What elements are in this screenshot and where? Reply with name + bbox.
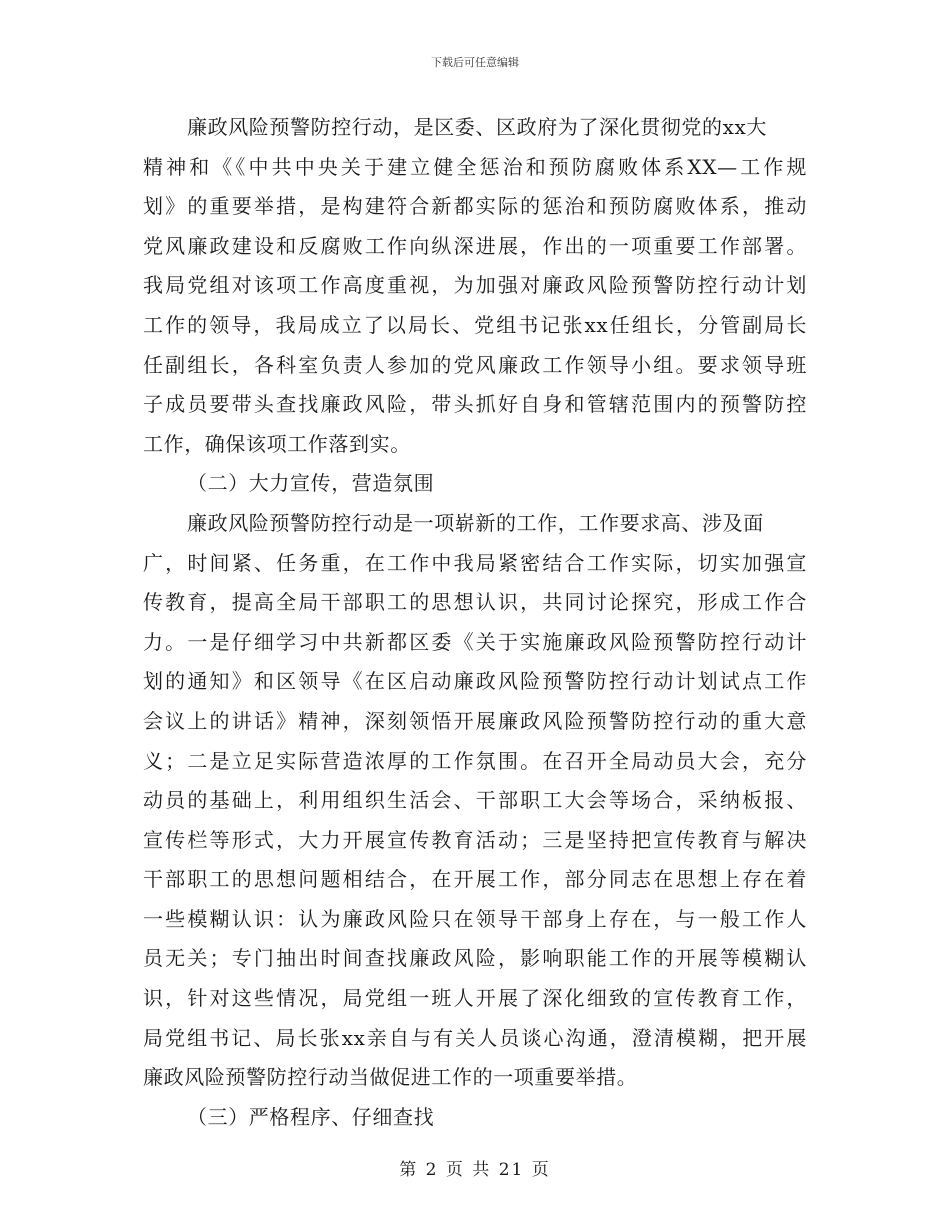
section-heading: （二）大力宣传，营造氛围 [187,471,435,496]
paragraph-line: 广，时间紧、任务重，在工作中我局紧密结合工作实际，切实加强宣 [143,550,807,575]
paragraph-line: 员无关；专门抽出时间查找廉政风险，影响职能工作的开展等模糊认 [143,946,807,971]
section-heading: （三）严格程序、仔细查找 [187,1104,435,1129]
paragraph-line: 动员的基础上，利用组织生活会、干部职工大会等场合，采纳板报、 [143,788,807,813]
paragraph-line: 廉政风险预警防控行动是一项崭新的工作，工作要求高、涉及面 [187,510,764,535]
document-body [143,108,807,1137]
paragraph-line: 廉政风险预警防控行动当做促进工作的一项重要举措。 [143,1065,638,1090]
paragraph-line: 识，针对这些情况，局党组一班人开展了深化细致的宣传教育工作， [143,986,807,1011]
paragraph-line: 传教育，提高全局干部职工的思想认识，共同讨论探究，形成工作合 [143,590,807,615]
paragraph-line: 廉政风险预警防控行动，是区委、区政府为了深化贯彻党的xx大 [187,115,767,139]
paragraph-line: 党风廉政建设和反腐败工作向纵深进展，作出的一项重要工作部署。 [143,233,807,258]
paragraph-line: 局党组书记、局长张xx亲自与有关人员谈心沟通，澄清模糊，把开展 [143,1025,807,1050]
paragraph-line: 划》的重要举措，是构建符合新都实际的惩治和预防腐败体系，推动 [143,194,807,219]
paragraph-line: 划的通知》和区领导《在区启动廉政风险预警防控行动计划试点工作 [143,669,807,694]
paragraph-line: 力。一是仔细学习中共新都区委《关于实施廉政风险预警防控行动计 [143,629,807,654]
paragraph-line: 干部职工的思想问题相结合，在开展工作，部分同志在思想上存在着 [143,867,807,892]
paragraph-line: 一些模糊认识：认为廉政风险只在领导干部身上存在，与一般工作人 [143,906,807,931]
paragraph-line: 工作，确保该项工作落到实。 [143,431,411,456]
page-header: 下载后可任意编辑 [431,56,519,69]
paragraph-line: 我局党组对该项工作高度重视，为加强对廉政风险预警防控行动计划 [143,273,807,298]
paragraph-line: 任副组长，各科室负责人参加的党风廉政工作领导小组。要求领导班 [143,352,807,377]
paragraph-line: 工作的领导，我局成立了以局长、党组书记张xx任组长，分管副局长 [143,312,807,337]
paragraph-line: 义；二是立足实际营造浓厚的工作氛围。在召开全局动员大会，充分 [143,748,807,773]
paragraph-line: 会议上的讲话》精神，深刻领悟开展廉政风险预警防控行动的重大意 [143,708,807,733]
page-number: 第 2 页 共 21 页 [399,1160,551,1180]
paragraph-line: 精神和《《中共中央关于建立健全惩治和预防腐败体系XX—工作规 [143,154,807,179]
paragraph-line: 宣传栏等形式，大力开展宣传教育活动；三是坚持把宣传教育与解决 [143,827,807,852]
paragraph-line: 子成员要带头查找廉政风险，带头抓好自身和管辖范围内的预警防控 [143,392,807,417]
